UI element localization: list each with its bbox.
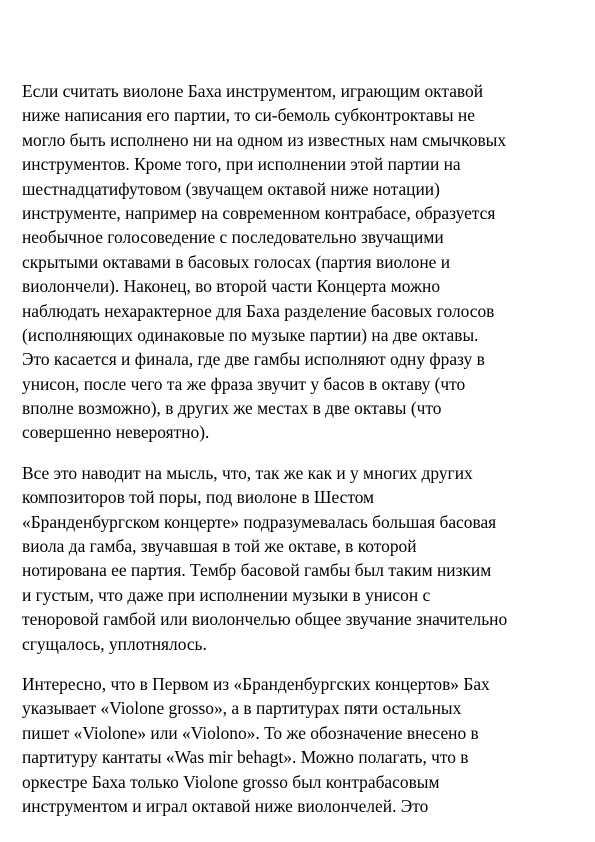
text-line: ниже написания его партии, то си-бемоль субконтроктавы не: [22, 105, 475, 126]
paragraph-spacer: [22, 656, 577, 672]
text-line: (исполняющих одинаковые по музыке партии) на две октавы.: [22, 324, 479, 345]
text-line: скрытыми октавами в басовых голосах (партия виолоне и: [22, 251, 451, 272]
paragraph-spacer: [22, 445, 577, 461]
paragraph-1: [22, 79, 577, 445]
text-line: совершенно невероятно).: [22, 422, 210, 443]
text-line: нотирована ее партия. Тембр басовой гамбы был таким низким: [22, 560, 492, 581]
text-line: шестнадцатифутовом (звучащем октавой ниже нотации): [22, 178, 440, 199]
text-line: партитуру кантаты «Was mir behagt». Можно полагать, что в: [22, 747, 469, 768]
text-line: виола да гамба, звучавшая в той же октаве, в которой: [22, 536, 417, 557]
text-line: наблюдать нехарактерное для Баха разделение басовых голосов: [22, 300, 495, 321]
text-line: Все это наводит на мысль, что, так же как и у многих других: [22, 462, 473, 483]
text-line: Интересно, что в Первом из «Бранденбургских концертов» Бах: [22, 673, 490, 694]
text-line: необычное голосоведение с последовательно звучащими: [22, 227, 444, 248]
text-line: «Бранденбургском концерте» подразумевалась большая басовая: [22, 511, 497, 532]
text-line: могло быть исполнено ни на одном из известных нам смычковых: [22, 129, 507, 150]
text-line: инструментом и играл октавой ниже виолончелей. Это: [22, 795, 429, 816]
text-line: вполне возможно), в других же местах в две октавы (что: [22, 398, 442, 419]
text-line: указывает «Violone grosso», а в партитурах пяти остальных: [22, 698, 462, 719]
text-line: сгущалось, уплотнялось.: [22, 633, 207, 654]
text-line: виолончели). Наконец, во второй части Концерта можно: [22, 276, 441, 297]
text-line: инструменте, например на современном контрабасе, образуется: [22, 202, 496, 223]
document-body: [22, 79, 577, 818]
paragraph-2: [22, 461, 577, 656]
text-line: композиторов той поры, под виолоне в Шестом: [22, 487, 375, 508]
paragraph-3: [22, 672, 577, 818]
text-line: Это касается и финала, где две гамбы исполняют одну фразу в: [22, 349, 485, 370]
text-line: унисон, после чего та же фраза звучит у басов в октаву (что: [22, 373, 466, 394]
text-line: пишет «Violone» или «Violono». То же обозначение внесено в: [22, 722, 479, 743]
text-line: оркестре Баха только Violone grosso был контрабасовым: [22, 771, 440, 792]
text-line: инструментов. Кроме того, при исполнении этой партии на: [22, 154, 461, 175]
text-line: Если считать виолоне Баха инструментом, играющим октавой: [22, 81, 484, 101]
text-line: теноровой гамбой или виолончелью общее звучание значительно: [22, 609, 508, 630]
text-line: и густым, что даже при исполнении музыки в унисон с: [22, 584, 431, 605]
